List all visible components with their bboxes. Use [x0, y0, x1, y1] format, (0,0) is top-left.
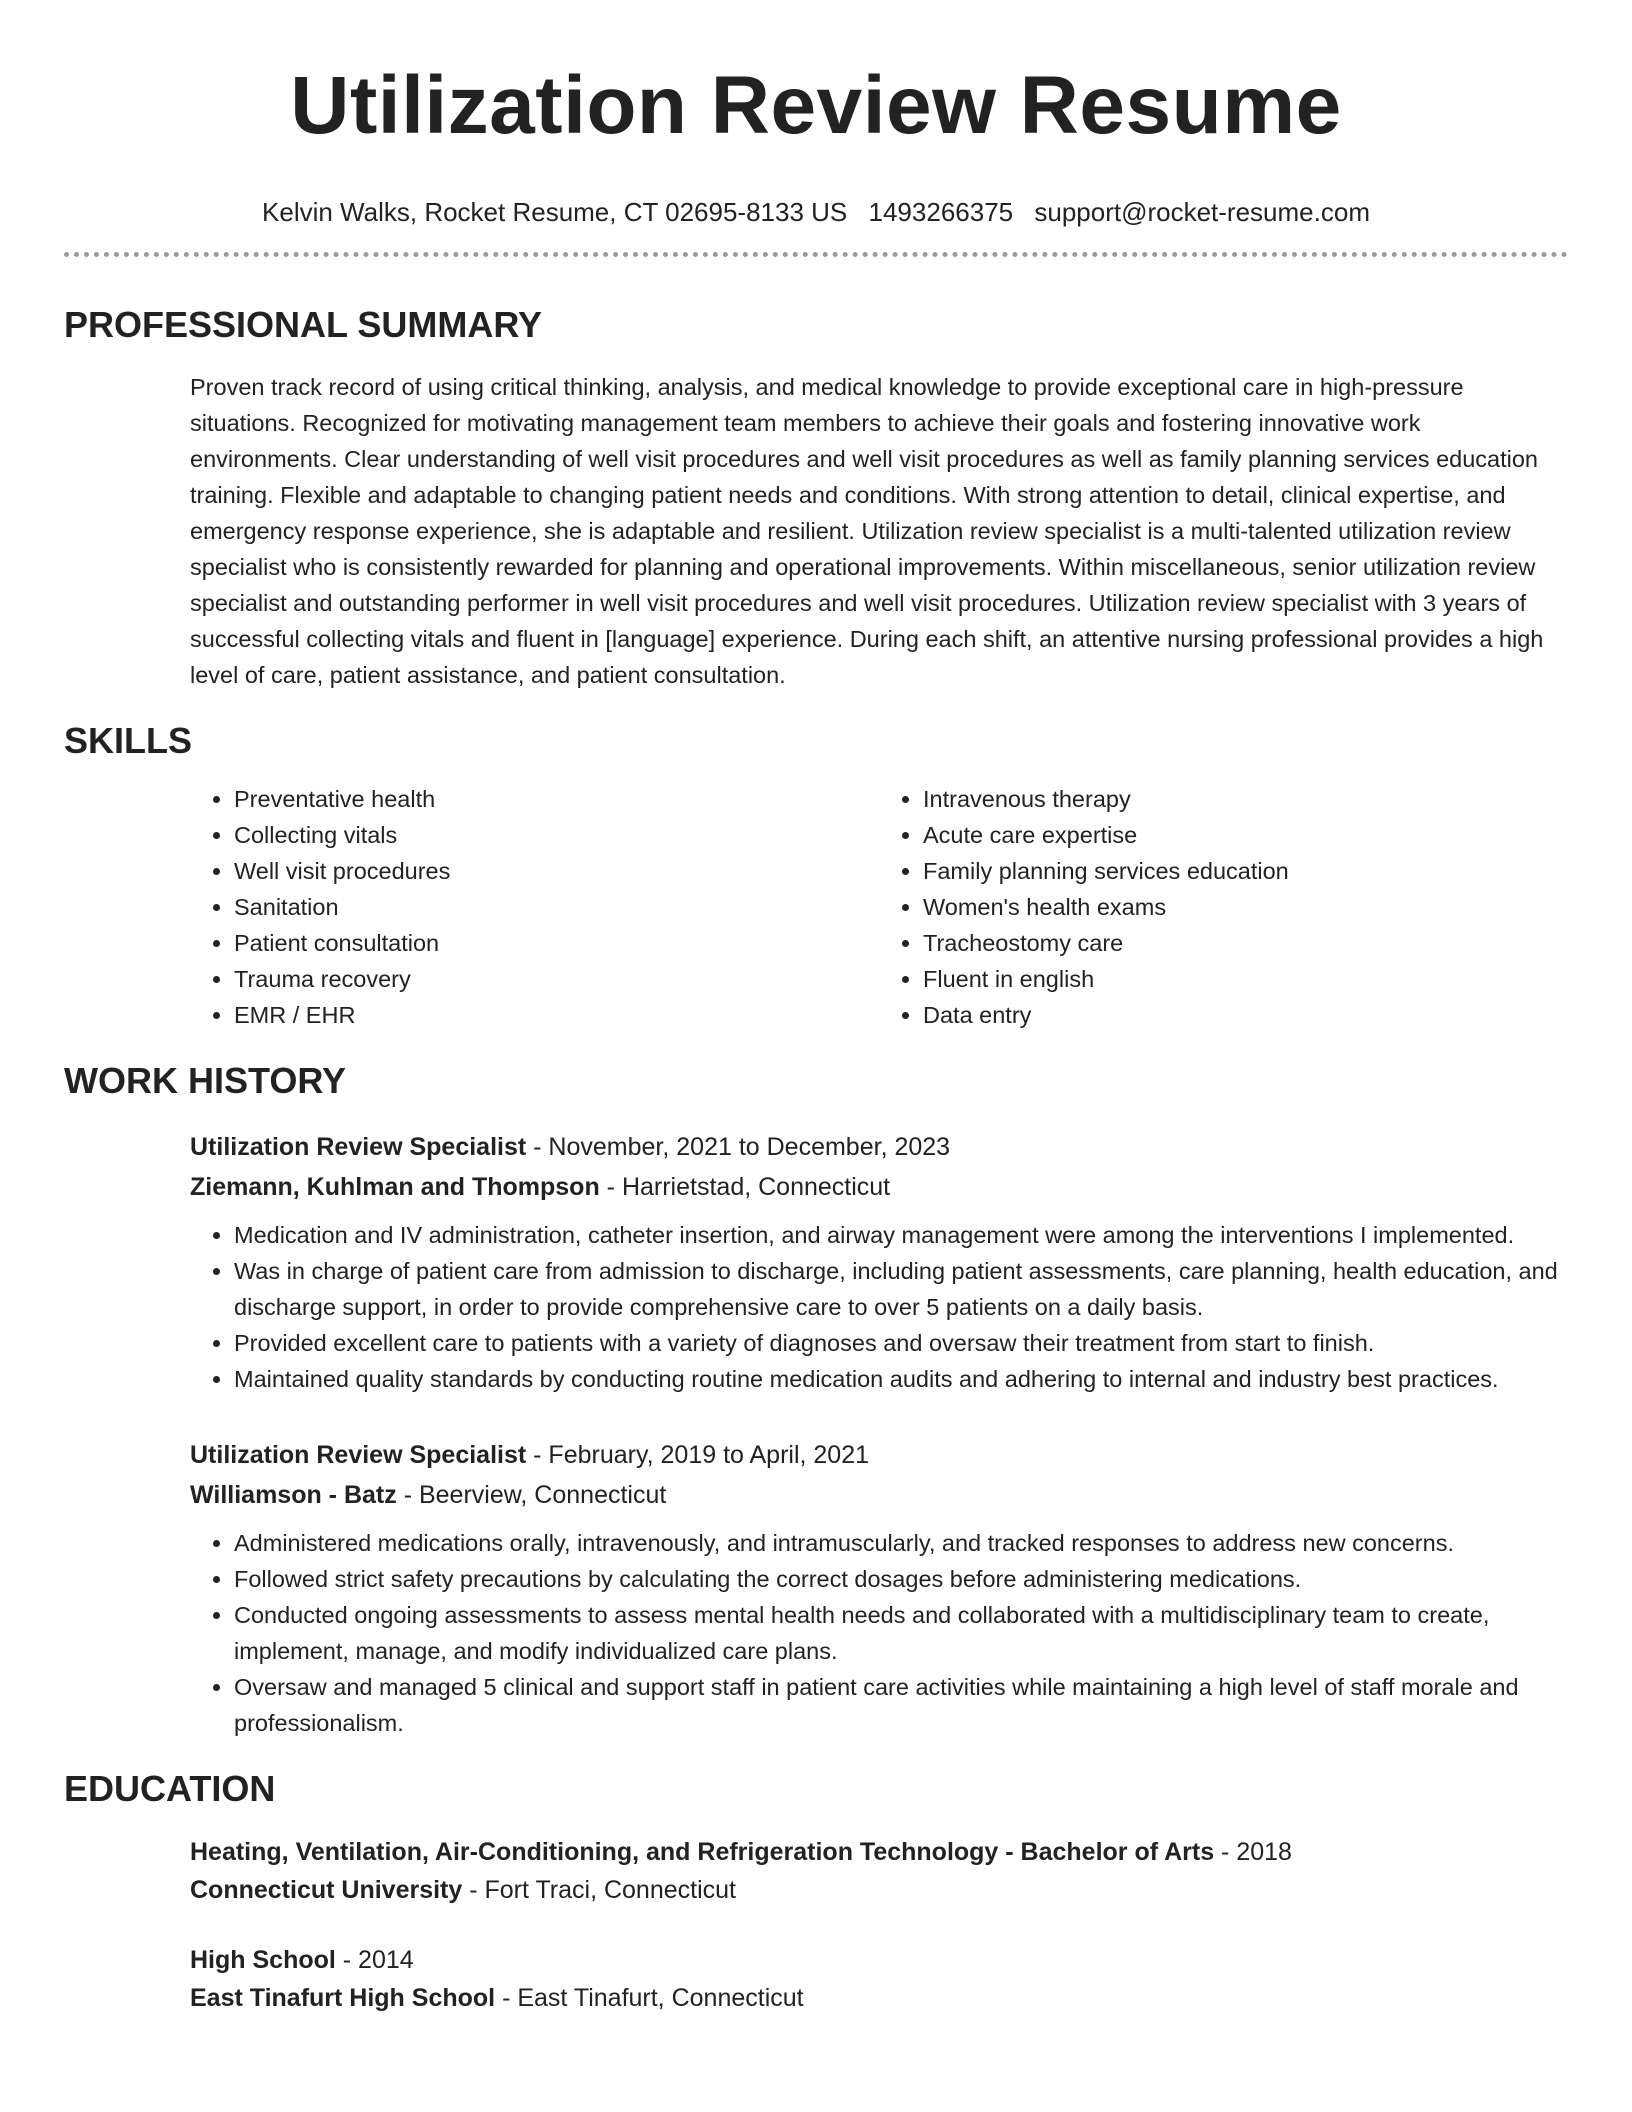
- job-title-line: [190, 1435, 1568, 1475]
- skill-item: • Well visit procedures: [234, 853, 879, 889]
- resume-title: Utilization Review Resume: [290, 60, 1342, 151]
- job-location: - Beerview, Connecticut: [396, 1481, 667, 1509]
- skill-item: • Tracheostomy care: [923, 925, 1568, 961]
- job-dates: - February, 2019 to April, 2021: [526, 1441, 870, 1469]
- contact-email: support@rocket-resume.com: [1034, 197, 1370, 227]
- education-degree-line: [190, 1941, 1568, 1979]
- job-entry: [190, 1435, 1568, 1741]
- contact-line: [64, 196, 1568, 228]
- education-degree: Heating, Ventilation, Air-Conditioning, and Refrigeration Technology - Bachelor of Arts: [190, 1838, 1215, 1866]
- education-school: East Tinafurt High School: [190, 1984, 496, 2012]
- job-bullets: [190, 1217, 1568, 1397]
- skill-item: • Intravenous therapy: [923, 781, 1568, 817]
- skill-item: • Fluent in english: [923, 961, 1568, 997]
- education-school-line: [190, 1979, 1568, 2017]
- education-school: Connecticut University: [190, 1876, 463, 1904]
- skill-item: • Patient consultation: [234, 925, 879, 961]
- education-heading: EDUCATION: [64, 1768, 276, 1809]
- job-company: Ziemann, Kuhlman and Thompson: [190, 1173, 600, 1201]
- skills-left-list: [190, 781, 879, 1033]
- summary-text: Proven track record of using critical thinking, analysis, and medical knowledge to provide exceptional care in high-pressure situations. Recognized for motivating management team members to achieve their goals and fostering innovative work environments. Clear understanding of well visit procedures and well visit procedures as well as family planning services education training. Flexible and adaptable to changing patient needs and conditions. With strong attention to detail, clinical expertise, and emergency response experience, she is adaptable and resilient. Utilization review specialist is a multi-talented utilization review specialist who is consistently rewarded for planning and operational improvements. Within miscellaneous, senior utilization review specialist and outstanding performer in well visit procedures and well visit procedures. Utilization review specialist with 3 years of successful collecting vitals and fluent in [language] experience. During each shift, an attentive nursing professional provides a high level of care, patient assistance, and patient consultation.: [190, 374, 1544, 688]
- skill-item: • Trauma recovery: [234, 961, 879, 997]
- job-bullet: • Provided excellent care to patients with a variety of diagnoses and oversaw their treatment from start to finish.: [234, 1325, 1568, 1361]
- education-location: - Fort Traci, Connecticut: [462, 1876, 736, 1904]
- education-section: [64, 1833, 1568, 2017]
- job-bullet: • Maintained quality standards by conducting routine medication audits and adhering to internal and industry best practices.: [234, 1361, 1568, 1397]
- education-entry: [190, 1833, 1568, 1909]
- job-company-line: [190, 1475, 1568, 1515]
- skill-item: • Preventative health: [234, 781, 879, 817]
- work-history-heading: WORK HISTORY: [64, 1060, 347, 1101]
- job-company-line: [190, 1167, 1568, 1207]
- education-degree-line: [190, 1833, 1568, 1871]
- job-bullet: • Conducted ongoing assessments to assess mental health needs and collaborated with a multidisciplinary team to create, implement, manage, and modify individualized care plans.: [234, 1597, 1568, 1669]
- skill-item: • Data entry: [923, 997, 1568, 1033]
- job-dates: - November, 2021 to December, 2023: [526, 1133, 951, 1161]
- job-bullet: • Administered medications orally, intravenously, and intramuscularly, and tracked responses to address new concerns.: [234, 1525, 1568, 1561]
- skill-item: • Sanitation: [234, 889, 879, 925]
- job-title: Utilization Review Specialist: [190, 1441, 527, 1469]
- job-location: - Harrietstad, Connecticut: [599, 1173, 891, 1201]
- skills-heading: SKILLS: [64, 720, 193, 761]
- header-divider: [64, 252, 1568, 257]
- job-bullet: • Was in charge of patient care from admission to discharge, including patient assessments, care planning, health education, and discharge support, in order to provide comprehensive care to over 5 patients on a daily basis.: [234, 1253, 1568, 1325]
- skill-item: • Family planning services education: [923, 853, 1568, 889]
- education-entry: [190, 1941, 1568, 2017]
- job-title-line: [190, 1127, 1568, 1167]
- education-location: - East Tinafurt, Connecticut: [495, 1984, 804, 2012]
- job-title: Utilization Review Specialist: [190, 1133, 527, 1161]
- job-bullet: • Oversaw and managed 5 clinical and support staff in patient care activities while maintaining a high level of staff morale and professionalism.: [234, 1669, 1568, 1741]
- skill-item: • EMR / EHR: [234, 997, 879, 1033]
- job-bullets: [190, 1525, 1568, 1741]
- skills-right-list: [879, 781, 1568, 1033]
- skill-item: • Acute care expertise: [923, 817, 1568, 853]
- contact-phone: 1493266375: [868, 197, 1014, 227]
- skill-item: • Collecting vitals: [234, 817, 879, 853]
- job-entry: [190, 1127, 1568, 1397]
- job-company: Williamson - Batz: [190, 1481, 397, 1509]
- job-bullet: • Followed strict safety precautions by calculating the correct dosages before administering medications.: [234, 1561, 1568, 1597]
- job-bullet: • Medication and IV administration, catheter insertion, and airway management were among the interventions I implemented.: [234, 1217, 1568, 1253]
- education-degree: High School: [190, 1946, 336, 1974]
- skills-columns: [190, 781, 1568, 1033]
- skills-section: [64, 781, 1568, 1033]
- contact-address: Kelvin Walks, Rocket Resume, CT 02695-8133 US: [262, 197, 848, 227]
- summary-section: [64, 369, 1568, 693]
- education-school-line: [190, 1871, 1568, 1909]
- summary-heading: PROFESSIONAL SUMMARY: [64, 304, 543, 345]
- skill-item: • Women's health exams: [923, 889, 1568, 925]
- work-history-section: [64, 1127, 1568, 1741]
- education-year: - 2018: [1214, 1838, 1292, 1866]
- education-year: - 2014: [335, 1946, 414, 1974]
